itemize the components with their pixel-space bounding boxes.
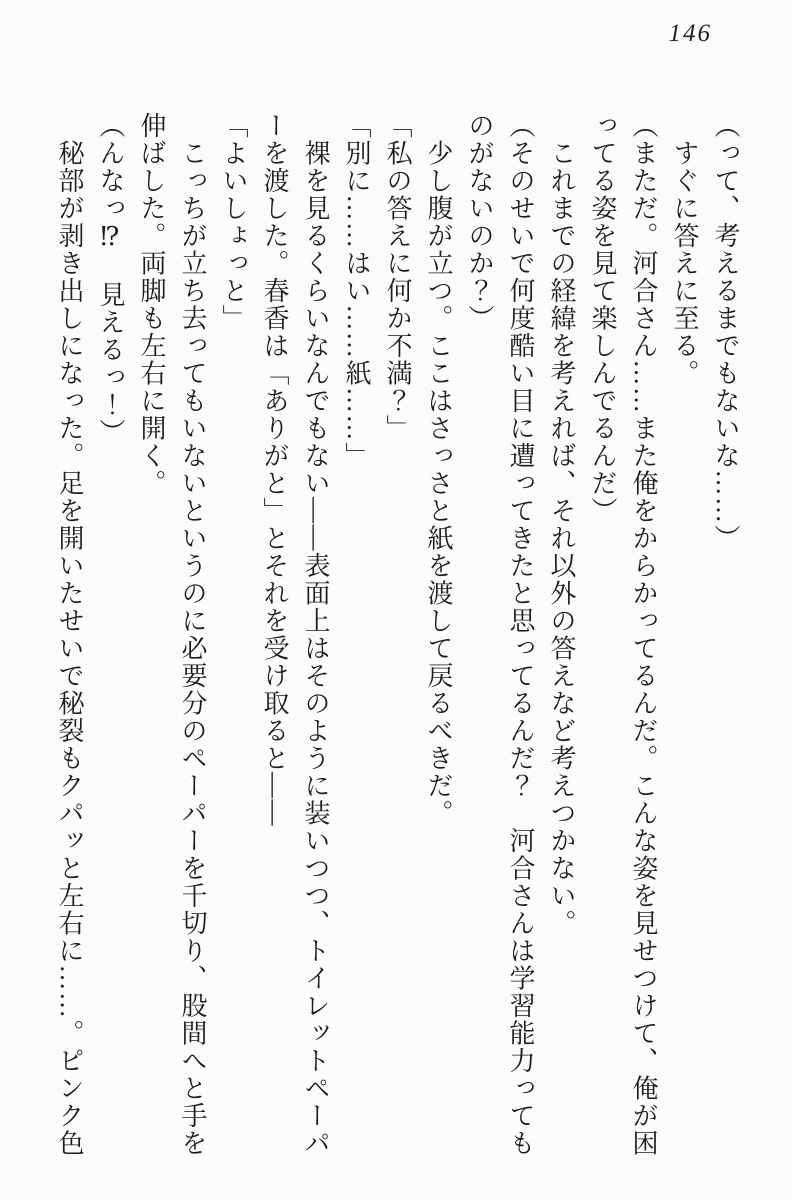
- text-line: 「よいしょっと」: [219, 112, 248, 332]
- text-line: のがないのか？）: [465, 112, 494, 332]
- text-line: 裸を見るくらいなんでもない——表面上はそのように装いつつ、トイレットペーパ: [301, 112, 330, 1157]
- vertical-text-block: [49, 112, 746, 1174]
- text-line: （んなっ⁉ 見えるっ！）: [96, 112, 125, 446]
- text-line: （って、考えるまでもないな……）: [711, 112, 740, 552]
- text-line: 秘部が剥き出しになった。足を開いたせいで秘裂もクパッと左右に……。ピンク色: [55, 112, 84, 1157]
- text-line: ーを渡した。春香は「ありがと」とそれを受け取ると——: [260, 112, 289, 827]
- page-number: 146: [668, 20, 712, 47]
- text-line: （そのせいで何度酷い目に遭ってきたと思ってるんだ？ 河合さんは学習能力っても: [506, 112, 535, 1157]
- text-line: 「別に……はい……紙……」: [342, 112, 371, 470]
- text-line: すぐに答えに至る。: [670, 112, 699, 387]
- text-line: 少し腹が立つ。ここはさっさと紙を渡して戻るべきだ。: [424, 112, 453, 827]
- text-line: これまでの経緯を考えれば、それ以外の答えなど考えつかない。: [547, 112, 576, 937]
- text-line: 「私の答えに何か不満？」: [383, 112, 412, 442]
- text-line: （まただ。河合さん……また俺をからかってるんだ。こんな姿を見せつけて、俺が困: [629, 112, 658, 1157]
- text-line: こっちが立ち去ってもいないというのに必要分のペーパーを千切り、股間へと手を: [178, 112, 207, 1157]
- text-line: 伸ばした。両脚も左右に開く。: [137, 112, 166, 497]
- text-line: ってる姿を見て楽しんでるんだ）: [588, 112, 617, 525]
